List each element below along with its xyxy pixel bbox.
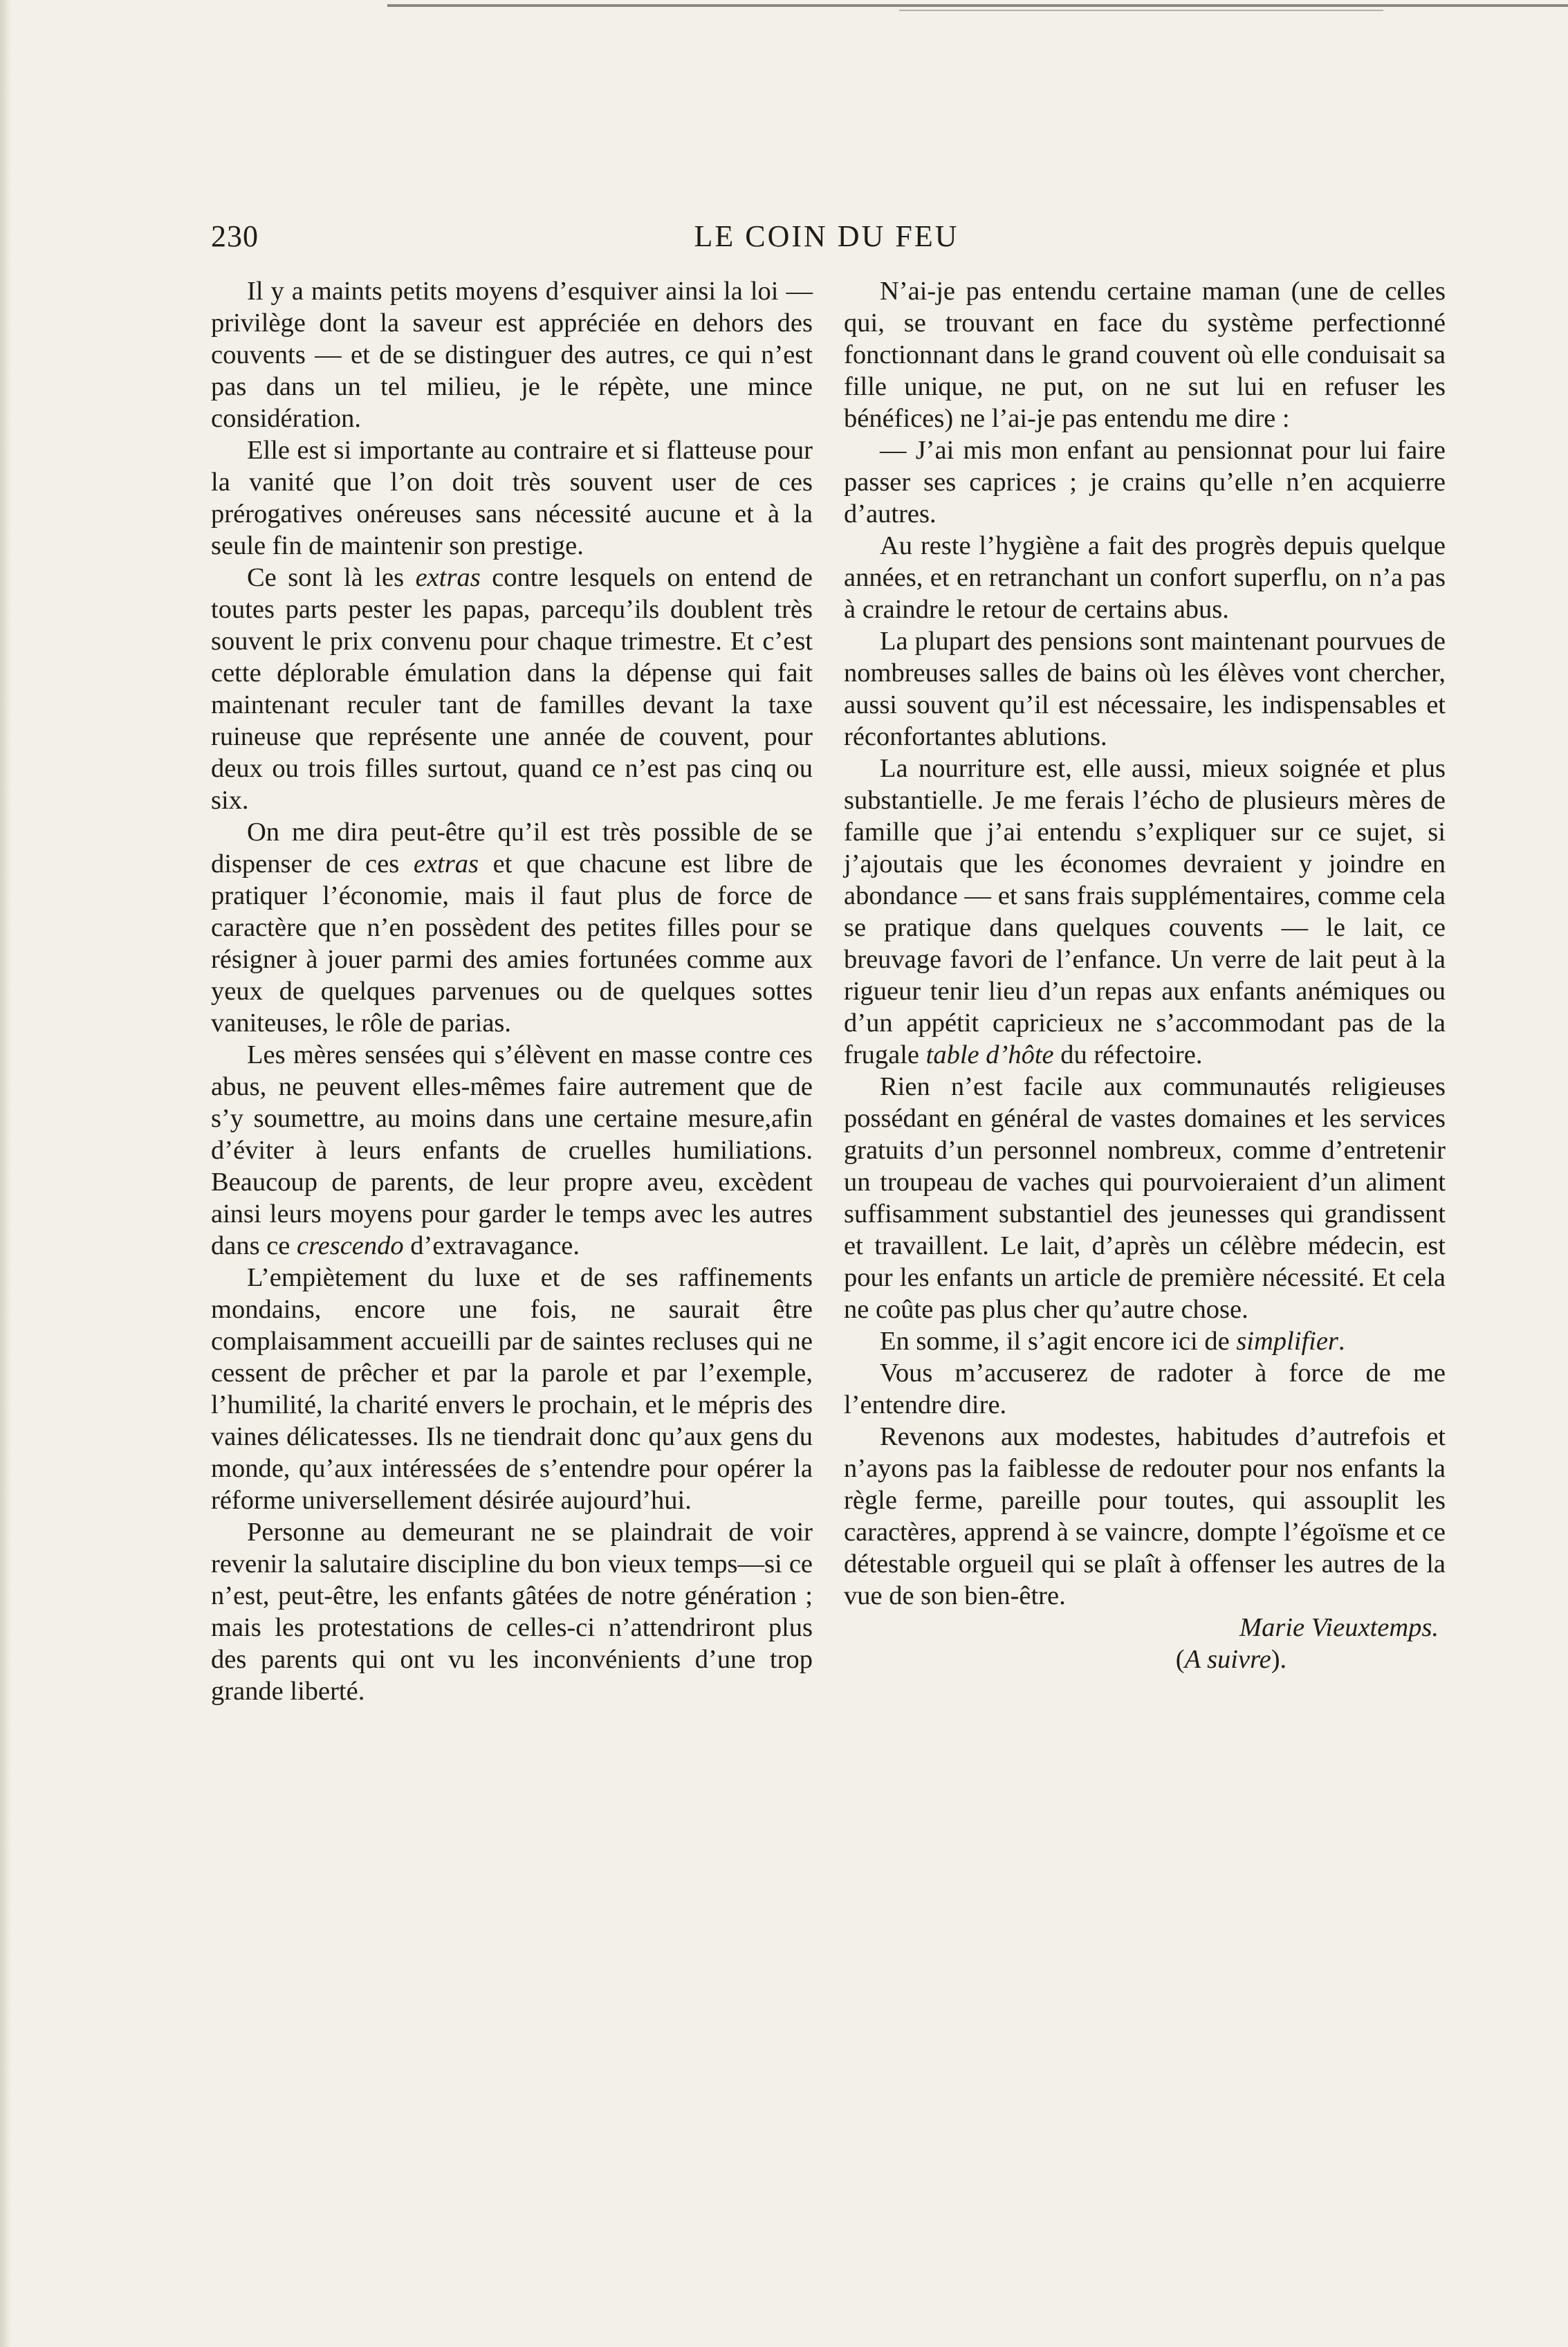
paragraph: Elle est si importante au contraire et si flatteuse pour la vanité que l’on doit très souvent user de ces prérogatives onéreuses sans nécessité aucune et à la seule fin de maintenir son prestige. [211, 436, 813, 560]
paragraph [211, 1039, 813, 1262]
paragraph: Personne au demeurant ne se plaindrait de voir revenir la salutaire discipline du bon vieux temps—si ce n’est, peut-être, les enfants gâtées de notre génération ; mais les protestations de celles-ci n’attendriront plus des parents qui ont vu les inconvénients d’une trop grande liberté. [211, 1518, 813, 1706]
page-header [211, 216, 1442, 257]
paragraph [844, 753, 1446, 1071]
to-be-continued [844, 1644, 1446, 1675]
text-run: Ce sont là les [247, 563, 416, 592]
page-edge-shadow [0, 0, 11, 2347]
running-title: LE COIN DU FEU [694, 219, 959, 253]
paragraph: La plupart des pensions sont maintenant pourvues de nombreuses salles de bains où les élèves vont chercher, aussi souvent qu’il est nécessaire, les indispensables et réconfortantes ablutions. [844, 627, 1446, 751]
text-run: En somme, il s’agit encore ici de [880, 1327, 1237, 1356]
paragraph: L’empiètement du luxe et de ses raffinements mondains, encore une fois, ne saurait être complaisamment accueilli par de saintes recluses qui ne cessent de prêcher et par la parole et par l’exemple, l’humilité, la charité envers le prochain, et le mépris des vaines délicatesses. Ils ne tiendrait donc qu’aux gens du monde, qu’aux intéressées de s’entendre pour opérer la réforme universellement désirée aujourd’hui. [211, 1263, 813, 1515]
paragraph: N’ai-je pas entendu certaine maman (une de celles qui, se trouvant en face du système perfectionné fonctionnant dans le grand couvent où elle conduisait sa fille unique, ne put, on ne sut lui en refuser les bénéfices) ne l’ai-je pas entendu me dire : [844, 277, 1446, 433]
italic-term: A suivre [1184, 1645, 1271, 1674]
italic-term: simplifier [1236, 1327, 1338, 1356]
italic-term: crescendo [297, 1231, 404, 1260]
text-run: d’extravagance. [403, 1231, 580, 1260]
paragraph: Au reste l’hygiène a fait des progrès depuis quelque années, et en retranchant un confort superflu, on n’a pas à craindre le retour de certains abus. [844, 531, 1446, 624]
author-signature: Marie Vieuxtemps. [1239, 1613, 1439, 1642]
top-border-line-secondary [899, 10, 1383, 11]
text-run: . [1338, 1327, 1345, 1356]
text-run: ). [1271, 1645, 1287, 1674]
text-run: du réfectoire. [1053, 1040, 1203, 1069]
paragraph [211, 816, 813, 1039]
page-number: 230 [211, 219, 259, 253]
right-column [844, 275, 1446, 1675]
text-run: ( [1175, 1645, 1185, 1674]
text-run: On me dira peut-être qu’il est très possible de se dispenser de ces [211, 818, 813, 878]
paragraph: Rien n’est facile aux communautés religieuses possédant en général de vastes domaines et les services gratuits d’un personnel nombreux, comme d’entretenir un troupeau de vaches qui pourvoieraient d’un aliment suffisamment substantiel des jeunesses qui grandissent et travaillent. Le lait, d’après un célèbre médecin, est pour les enfants un article de première nécessité. Et cela ne coûte pas plus cher qu’autre chose. [844, 1072, 1446, 1324]
italic-term: extras [413, 849, 479, 878]
paragraph: Revenons aux modestes, habitudes d’autrefois et n’ayons pas la faiblesse de redouter pour nos enfants la règle ferme, pareille pour toutes, qui assouplit les caractères, apprend à se vaincre, dompte l’égoïsme et ce détestable orgueil qui se plaît à offenser les autres de la vue de son bien-être. [844, 1422, 1446, 1610]
text-run: Les mères sensées qui s’élèvent en masse contre ces abus, ne peuvent elles-mêmes faire autrement que de s’y soumettre, au moins dans une certaine mesure,afin d’éviter à leurs enfants de cruelles humiliations. Beaucoup de parents, de leur propre aveu, excèdent ainsi leurs moyens pour garder le temps avec les autres dans ce [211, 1040, 813, 1260]
text-run: et que chacune est libre de pratiquer l’économie, mais il faut plus de force de caractère que n’en possèdent des petites filles pour se résigner à jouer parmi des amies fortunées comme aux yeux de quelques parvenues ou de quelques sottes vaniteuses, le rôle de parias. [211, 849, 813, 1038]
paragraph [844, 1325, 1446, 1357]
top-border-line [387, 4, 1568, 7]
paragraph: — J’ai mis mon enfant au pensionnat pour lui faire passer ses caprices ; je crains qu’elle n’en acquierre d’autres. [844, 436, 1446, 528]
italic-term: table d’hôte [925, 1040, 1054, 1069]
paragraph: Il y a maints petits moyens d’esquiver ainsi la loi — privilège dont la saveur est appréciée en dehors des couvents — et de se distinguer des autres, ce qui n’est pas dans un tel milieu, je le répète, une mince considération. [211, 277, 813, 433]
text-run: La nourriture est, elle aussi, mieux soignée et plus substantielle. Je me ferais l’écho de plusieurs mères de famille que j’ai entendu s’expliquer sur ce sujet, si j’ajoutais que les économes devraient y joindre en abondance — et sans frais supplémentaires, comme cela se pratique dans quelques couvents — le lait, ce breuvage favori de l’enfance. Un verre de lait peut à la rigueur tenir lieu d’un repas aux enfants anémiques ou d’un appétit capricieux ne s’accommodant pas de la frugale [844, 754, 1446, 1069]
italic-term: extras [415, 563, 481, 592]
left-column [211, 275, 813, 1707]
text-run: contre lesquels on entend de toutes parts pester les papas, parcequ’ils doublent très souvent le prix convenu pour chaque trimestre. Et c’est cette déplorable émulation dans la dépense qui fait maintenant reculer tant de familles devant la taxe ruineuse que représente une année de couvent, pour deux ou trois filles surtout, quand ce n’est pas cinq ou six. [211, 563, 813, 815]
paragraph [211, 562, 813, 816]
paragraph: Vous m’accuserez de radoter à force de me l’entendre dire. [844, 1359, 1446, 1419]
